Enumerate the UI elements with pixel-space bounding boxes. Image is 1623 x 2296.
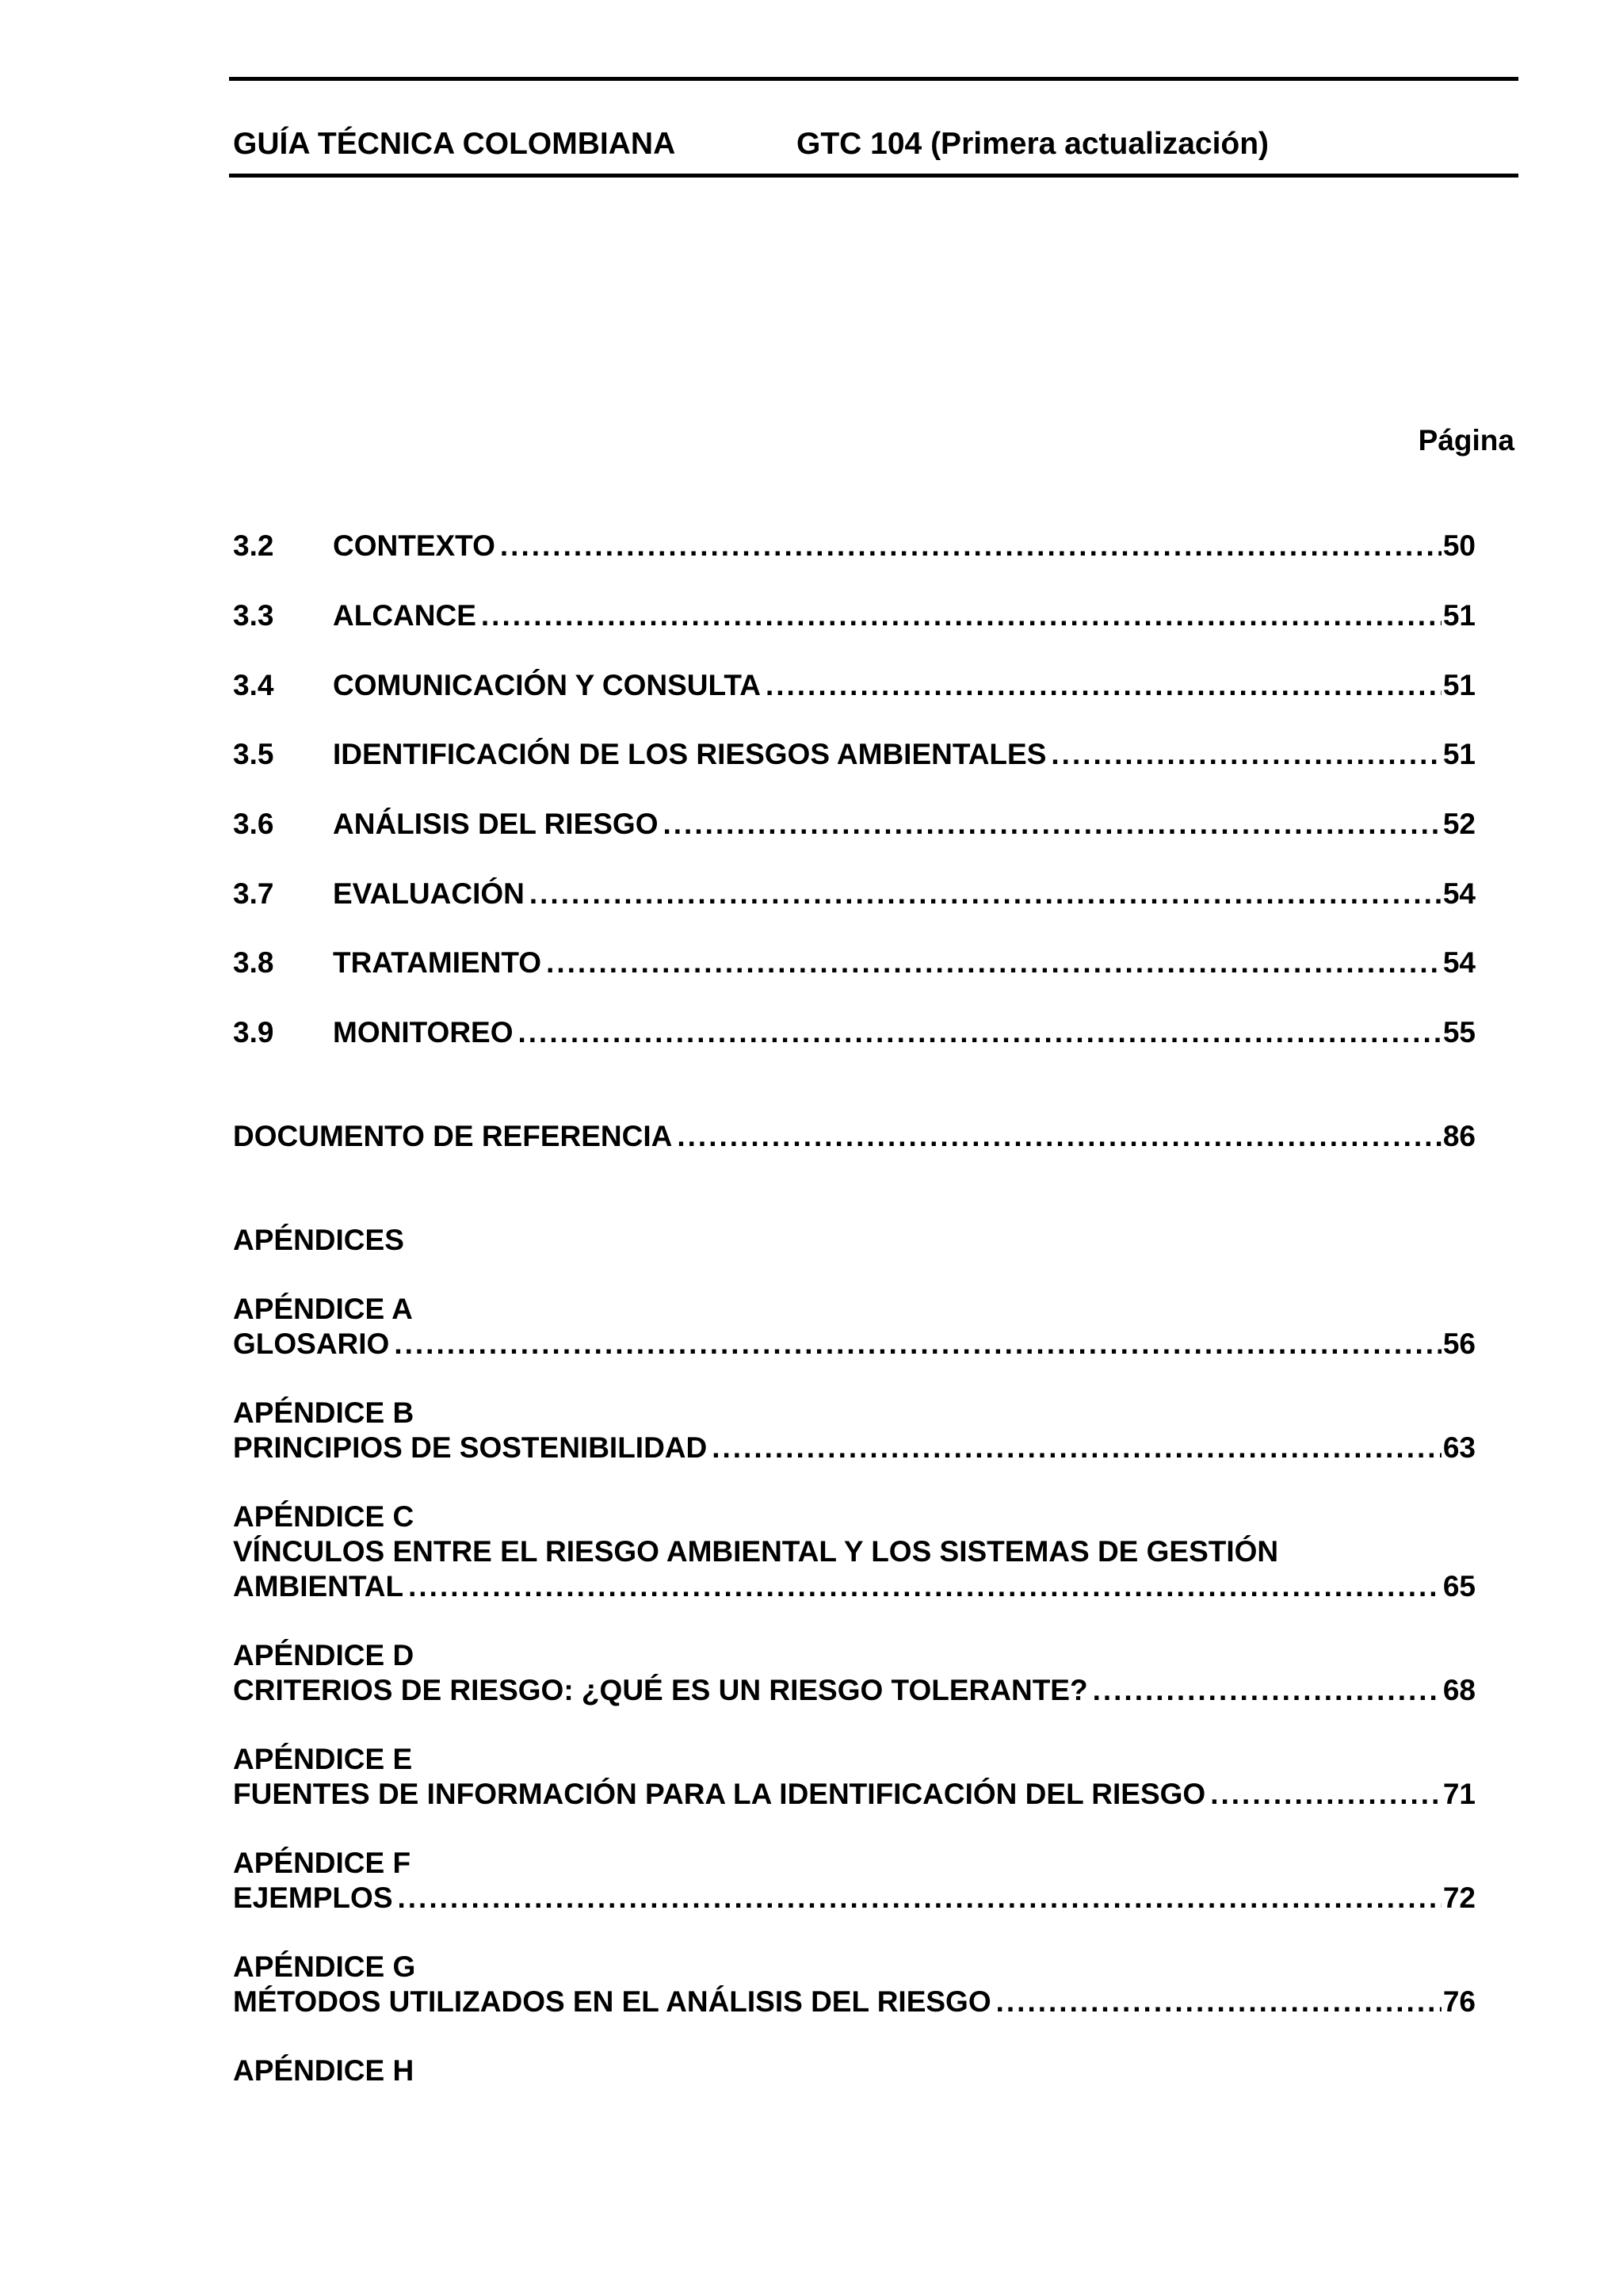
toc-title: CRITERIOS DE RIESGO: ¿QUÉ ES UN RIESGO TOLERANTE? — [233, 1674, 1088, 1706]
header-guide-title: GUÍA TÉCNICA COLOMBIANA — [233, 127, 676, 161]
toc-entry-3-2[interactable] — [233, 528, 1476, 564]
toc-number: 3.4 — [233, 669, 274, 701]
dot-leader — [408, 1568, 1442, 1605]
dot-leader — [996, 1984, 1442, 2020]
toc-page-number: 86 — [1442, 1120, 1476, 1152]
toc-page-number: 72 — [1442, 1881, 1476, 1914]
dot-leader — [394, 1326, 1442, 1362]
toc-entry-appendix-d[interactable] — [233, 1672, 1476, 1709]
dot-leader — [481, 598, 1442, 634]
toc-number: 3.5 — [233, 738, 274, 770]
header-top-rule — [229, 77, 1518, 81]
header-standard-code: GTC 104 (Primera actualización) — [796, 127, 1270, 161]
appendix-label: APÉNDICE A — [233, 1293, 413, 1325]
appendix-label: APÉNDICE H — [233, 2054, 414, 2087]
dot-leader — [766, 667, 1442, 704]
toc-entry-appendix-c[interactable] — [233, 1568, 1476, 1605]
toc-page-number: 76 — [1442, 1985, 1476, 2018]
toc-title: EJEMPLOS — [233, 1881, 393, 1914]
toc-number: 3.9 — [233, 1016, 274, 1049]
toc-number: 3.6 — [233, 808, 274, 840]
toc-page-number: 56 — [1442, 1328, 1476, 1360]
toc-entry-3-6[interactable] — [233, 806, 1476, 842]
appendices-heading: APÉNDICES — [233, 1224, 404, 1256]
header-bottom-rule — [229, 174, 1518, 178]
toc-page-number: 68 — [1442, 1674, 1476, 1706]
dot-leader — [500, 528, 1442, 564]
toc-page-number: 51 — [1442, 738, 1476, 770]
toc-title: IDENTIFICACIÓN DE LOS RIESGOS AMBIENTALES — [333, 738, 1047, 770]
toc-title: PRINCIPIOS DE SOSTENIBILIDAD — [233, 1431, 708, 1464]
toc-page-number: 63 — [1442, 1431, 1476, 1464]
appendix-label: APÉNDICE E — [233, 1743, 413, 1775]
toc-title: TRATAMIENTO — [333, 946, 542, 979]
toc-entry-3-7[interactable] — [233, 876, 1476, 912]
toc-page-number: 54 — [1442, 877, 1476, 910]
toc-page-number: 51 — [1442, 599, 1476, 632]
toc-entry-3-8[interactable] — [233, 945, 1476, 981]
toc-number: 3.3 — [233, 599, 274, 632]
toc-entry-appendix-f[interactable] — [233, 1880, 1476, 1916]
dot-leader — [398, 1880, 1442, 1916]
toc-title: COMUNICACIÓN Y CONSULTA — [333, 669, 761, 701]
toc-title: EVALUACIÓN — [333, 877, 525, 910]
toc-title: AMBIENTAL — [233, 1570, 404, 1603]
toc-number: 3.8 — [233, 946, 274, 979]
dot-leader — [1210, 1776, 1442, 1813]
toc-page-number: 51 — [1442, 669, 1476, 701]
toc-entry-3-5[interactable] — [233, 736, 1476, 773]
toc-title: MONITOREO — [333, 1016, 514, 1049]
toc-entry-documento-referencia[interactable] — [233, 1118, 1476, 1155]
toc-entry-appendix-g[interactable] — [233, 1984, 1476, 2020]
toc-title: DOCUMENTO DE REFERENCIA — [233, 1120, 673, 1152]
toc-title: CONTEXTO — [333, 529, 495, 562]
toc-entry-appendix-e[interactable] — [233, 1776, 1476, 1813]
toc-title: ALCANCE — [333, 599, 476, 632]
toc-title: FUENTES DE INFORMACIÓN PARA LA IDENTIFICACIÓN DEL RIESGO — [233, 1778, 1206, 1810]
toc-number: 3.7 — [233, 877, 274, 910]
appendix-label: APÉNDICE G — [233, 1950, 416, 1983]
toc-entry-appendix-a[interactable] — [233, 1326, 1476, 1362]
dot-leader — [546, 945, 1442, 981]
toc-title: ANÁLISIS DEL RIESGO — [333, 808, 659, 840]
dot-leader — [712, 1430, 1442, 1466]
toc-page-number: 55 — [1442, 1016, 1476, 1049]
toc-page-number: 65 — [1442, 1570, 1476, 1603]
toc-title: GLOSARIO — [233, 1328, 390, 1360]
toc-title: MÉTODOS UTILIZADOS EN EL ANÁLISIS DEL RIESGO — [233, 1985, 991, 2018]
appendix-label: APÉNDICE B — [233, 1396, 414, 1429]
dot-leader — [529, 876, 1442, 912]
toc-page-number: 71 — [1442, 1778, 1476, 1810]
toc-page-number: 52 — [1442, 808, 1476, 840]
toc-page-number: 50 — [1442, 529, 1476, 562]
toc-title-line: VÍNCULOS ENTRE EL RIESGO AMBIENTAL Y LOS SISTEMAS DE GESTIÓN — [233, 1535, 1279, 1568]
dot-leader — [1051, 736, 1441, 773]
toc-entry-3-4[interactable] — [233, 667, 1476, 704]
toc-entry-3-3[interactable] — [233, 598, 1476, 634]
toc-entry-appendix-b[interactable] — [233, 1430, 1476, 1466]
appendix-label: APÉNDICE D — [233, 1639, 414, 1671]
toc-entry-3-9[interactable] — [233, 1014, 1476, 1051]
toc-number: 3.2 — [233, 529, 274, 562]
dot-leader — [677, 1118, 1441, 1155]
dot-leader — [1093, 1672, 1442, 1709]
page-column-label: Página — [1418, 424, 1514, 457]
appendix-label: APÉNDICE F — [233, 1847, 411, 1879]
toc-page-number: 54 — [1442, 946, 1476, 979]
dot-leader — [518, 1014, 1442, 1051]
dot-leader — [663, 806, 1442, 842]
appendix-label: APÉNDICE C — [233, 1500, 414, 1533]
